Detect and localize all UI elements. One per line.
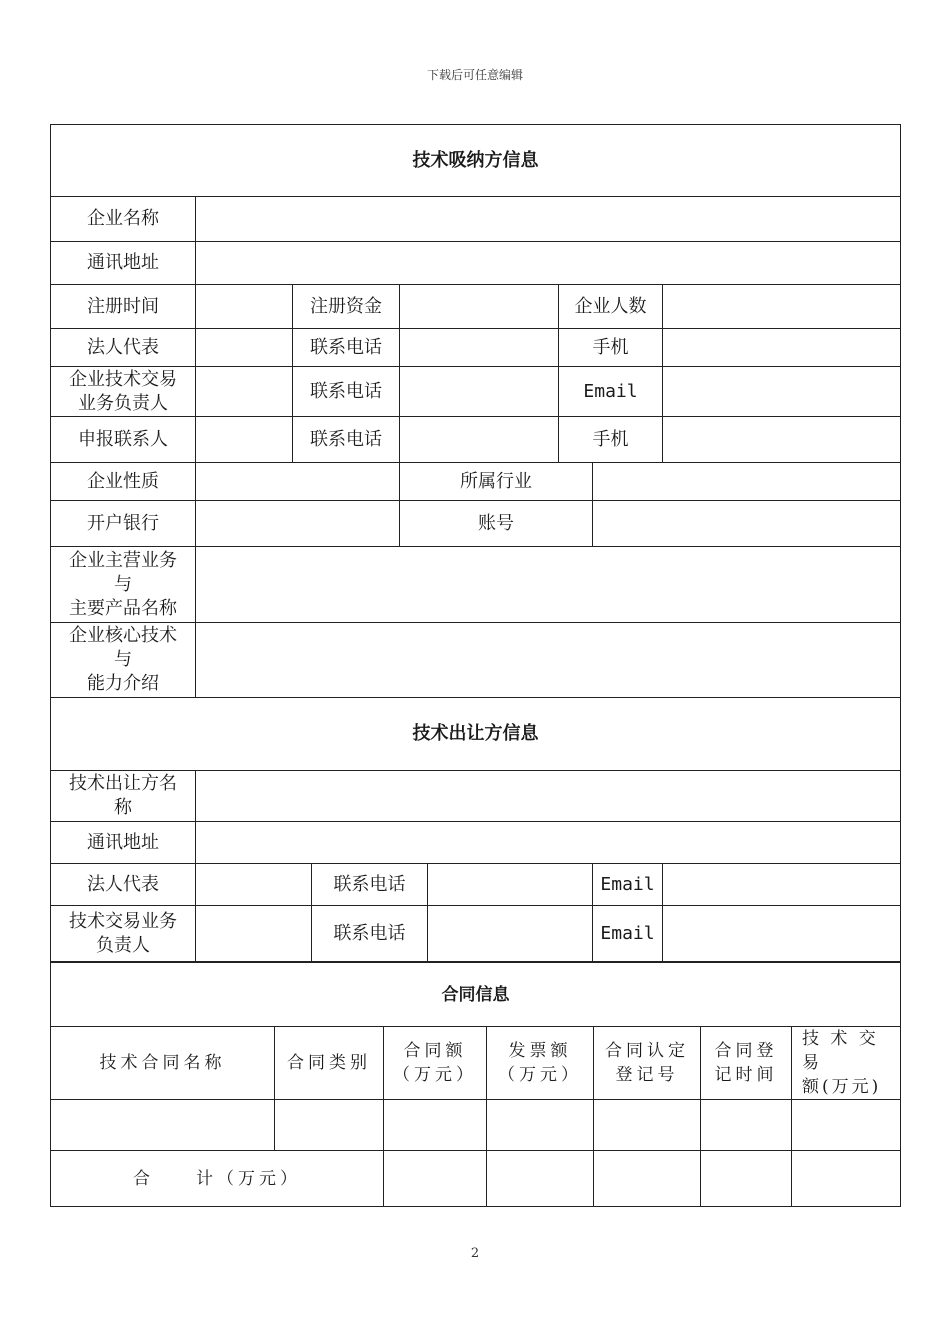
legal-rep-phone-label: 联系电话 <box>293 329 400 367</box>
total-row <box>51 1151 901 1207</box>
contract-table <box>50 962 901 1207</box>
contract-reg-number-cell[interactable] <box>594 1100 701 1151</box>
applicant-contact-label: 申报联系人 <box>51 417 196 463</box>
total-reg-number-cell[interactable] <box>594 1151 701 1207</box>
core-tech-field[interactable] <box>196 623 901 698</box>
bank-label: 开户银行 <box>51 501 196 547</box>
nature-label: 企业性质 <box>51 463 196 501</box>
applicant-contact-field[interactable] <box>196 417 293 463</box>
transferor-legal-rep-email-label: Email <box>593 864 663 906</box>
tech-manager-email-field[interactable] <box>663 367 901 417</box>
tech-manager-phone-field[interactable] <box>400 367 559 417</box>
absorber-section-title: 技术吸纳方信息 <box>51 125 901 197</box>
total-label: 合 计（万元） <box>51 1151 384 1207</box>
transferor-legal-rep-email-field[interactable] <box>663 864 901 906</box>
nature-field[interactable] <box>196 463 400 501</box>
main-business-field[interactable] <box>196 547 901 623</box>
transferor-legal-rep-phone-label: 联系电话 <box>312 864 428 906</box>
applicant-mobile-label: 手机 <box>559 417 663 463</box>
total-amount-cell[interactable] <box>384 1151 487 1207</box>
total-invoice-cell[interactable] <box>487 1151 594 1207</box>
transferor-section-title: 技术出让方信息 <box>51 698 901 771</box>
legal-rep-label: 法人代表 <box>51 329 196 367</box>
contract-col-amount: 合同额 （万元） <box>384 1027 487 1100</box>
applicant-mobile-field[interactable] <box>663 417 901 463</box>
legal-rep-mobile-label: 手机 <box>559 329 663 367</box>
tech-manager-email-label: Email <box>559 367 663 417</box>
core-tech-label: 企业核心技术 与 能力介绍 <box>51 623 196 698</box>
transferor-legal-rep-label: 法人代表 <box>51 864 196 906</box>
transferor-legal-rep-phone-field[interactable] <box>428 864 593 906</box>
absorber-transferor-table <box>50 124 901 962</box>
contract-col-invoice: 发票额 （万元） <box>487 1027 594 1100</box>
contract-invoice-cell[interactable] <box>487 1100 594 1151</box>
transferor-tech-manager-phone-field[interactable] <box>428 906 593 962</box>
tech-manager-phone-label: 联系电话 <box>293 367 400 417</box>
headcount-label: 企业人数 <box>559 285 663 329</box>
contract-col-reg-number: 合同认定 登记号 <box>594 1027 701 1100</box>
contract-col-name: 技术合同名称 <box>51 1027 275 1100</box>
applicant-phone-label: 联系电话 <box>293 417 400 463</box>
tech-manager-label: 企业技术交易 业务负责人 <box>51 367 196 417</box>
headcount-field[interactable] <box>663 285 901 329</box>
contract-type-cell[interactable] <box>275 1100 384 1151</box>
transferor-tech-manager-email-label: Email <box>593 906 663 962</box>
reg-capital-field[interactable] <box>400 285 559 329</box>
contract-trade-amount-cell[interactable] <box>792 1100 901 1151</box>
header-note: 下载后可任意编辑 <box>426 68 523 82</box>
tech-manager-field[interactable] <box>196 367 293 417</box>
transferor-tech-manager-email-field[interactable] <box>663 906 901 962</box>
contract-col-trade-amount: 技 术 交 易 额(万元) <box>792 1027 901 1100</box>
page-number: 2 <box>470 1246 480 1261</box>
account-label: 账号 <box>400 501 593 547</box>
company-name-field[interactable] <box>196 197 901 242</box>
legal-rep-phone-field[interactable] <box>400 329 559 367</box>
total-trade-amount-cell[interactable] <box>792 1151 901 1207</box>
transferor-name-label: 技术出让方名 称 <box>51 771 196 822</box>
account-field[interactable] <box>593 501 901 547</box>
reg-capital-label: 注册资金 <box>293 285 400 329</box>
legal-rep-field[interactable] <box>196 329 293 367</box>
contract-col-reg-time: 合同登 记时间 <box>701 1027 792 1100</box>
address-label: 通讯地址 <box>51 242 196 285</box>
table-row <box>51 1100 901 1151</box>
reg-time-label: 注册时间 <box>51 285 196 329</box>
total-reg-time-cell[interactable] <box>701 1151 792 1207</box>
contract-section-title: 合同信息 <box>51 963 901 1027</box>
registration-form <box>50 124 900 1207</box>
main-business-label: 企业主营业务 与 主要产品名称 <box>51 547 196 623</box>
transferor-address-field[interactable] <box>196 822 901 864</box>
applicant-phone-field[interactable] <box>400 417 559 463</box>
transferor-tech-manager-phone-label: 联系电话 <box>312 906 428 962</box>
contract-amount-cell[interactable] <box>384 1100 487 1151</box>
industry-field[interactable] <box>593 463 901 501</box>
transferor-tech-manager-label: 技术交易业务 负责人 <box>51 906 196 962</box>
contract-name-cell[interactable] <box>51 1100 275 1151</box>
contract-reg-time-cell[interactable] <box>701 1100 792 1151</box>
reg-time-field[interactable] <box>196 285 293 329</box>
industry-label: 所属行业 <box>400 463 593 501</box>
transferor-name-field[interactable] <box>196 771 901 822</box>
transferor-address-label: 通讯地址 <box>51 822 196 864</box>
transferor-tech-manager-field[interactable] <box>196 906 312 962</box>
bank-field[interactable] <box>196 501 400 547</box>
company-name-label: 企业名称 <box>51 197 196 242</box>
contract-col-type: 合同类别 <box>275 1027 384 1100</box>
address-field[interactable] <box>196 242 901 285</box>
legal-rep-mobile-field[interactable] <box>663 329 901 367</box>
transferor-legal-rep-field[interactable] <box>196 864 312 906</box>
